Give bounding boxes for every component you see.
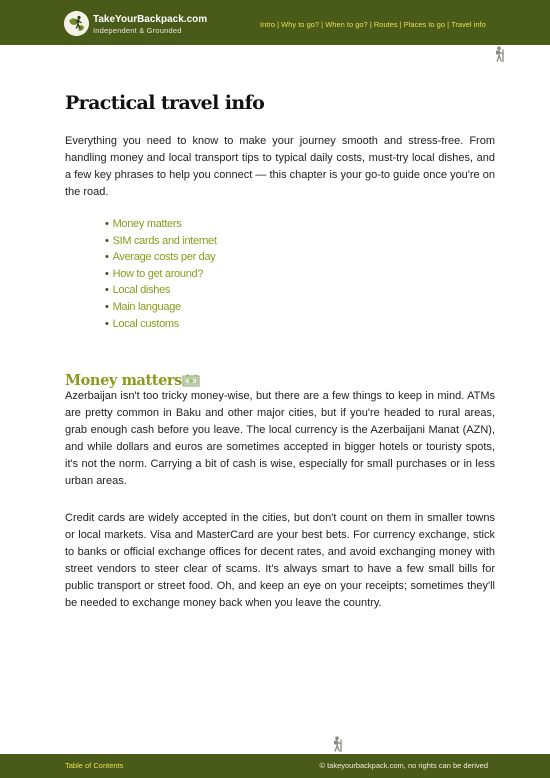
brand-name[interactable]: TakeYourBackpack.com: [93, 14, 208, 25]
copyright-notice: © takeyourbackpack.com, no rights can be derived: [319, 761, 488, 770]
nav-separator: |: [445, 20, 452, 29]
toc-link-sim-cards[interactable]: SIM cards and internet: [112, 234, 217, 247]
top-navigation: [260, 20, 486, 29]
page-title: Practical travel info: [65, 92, 265, 114]
toc-link-local-dishes[interactable]: Local dishes: [112, 284, 171, 297]
body-paragraph: Credit cards are widely accepted in the cities, but don't count on them in smaller towns or local markets. Visa and MasterCard are your best bets. For currency exchange, stick to banks or official exchange offices for decent rates, and avoid exchanging money with street vendors to steer clear of scams. It's always smart to have a few small bills for public transport or street food. Oh, and keep an eye on your receipts; sometimes they'll be needed to exchange money back when you leave the country.: [65, 512, 495, 609]
toc-link-average-costs[interactable]: Average costs per day: [112, 251, 216, 264]
intro-paragraph: Everything you need to know to make your journey smooth and stress-free. From handling money and local transport tips to typical daily costs, must-try local dishes, and a few key phrases to help you connect — this chapter is your go-to guide once you're on the road.: [65, 135, 495, 198]
list-item: [105, 299, 217, 316]
toc-link-local-customs[interactable]: Local customs: [112, 317, 179, 330]
list-item: [105, 249, 217, 266]
page-header: [0, 0, 550, 45]
nav-separator: |: [367, 20, 374, 29]
globe-hiker-logo-icon: [64, 11, 89, 36]
money-icon: [182, 374, 200, 388]
list-item: [105, 216, 217, 233]
section-heading-money-matters: Money matters: [65, 372, 182, 389]
nav-link-travel-info[interactable]: Travel info: [451, 20, 486, 29]
nav-separator: |: [319, 20, 326, 29]
hiker-icon: [492, 46, 506, 62]
page-footer: [0, 754, 550, 778]
nav-link-routes[interactable]: Routes: [373, 20, 398, 29]
toc-link-get-around[interactable]: How to get around?: [112, 267, 204, 280]
nav-link-when-to-go[interactable]: When to go?: [325, 20, 368, 29]
nav-separator: |: [397, 20, 404, 29]
chapter-contents-list: [105, 216, 217, 332]
body-paragraph: Azerbaijan isn't too tricky money-wise, but there are a few things to keep in mind. ATMs are pretty common in Baku and other major cities, but if you're headed to rural areas, grab enough cash before you leave. The local currency is the Azerbaijani Manat (AZN), and while dollars and euros are sometimes accepted in bigger hotels or touristy spots, it's not the norm. Carrying a bit of cash is wise, especially for small purchases or in less urban areas.: [65, 390, 495, 487]
nav-link-why-to-go[interactable]: Why to go?: [281, 20, 320, 29]
brand-tagline: Independent & Grounded: [93, 26, 182, 35]
list-item: [105, 316, 217, 333]
list-item: [105, 233, 217, 250]
nav-separator: |: [275, 20, 282, 29]
hiker-icon: [330, 736, 344, 752]
nav-link-intro[interactable]: Intro: [260, 20, 276, 29]
list-item: [105, 266, 217, 283]
list-item: [105, 282, 217, 299]
table-of-contents-link[interactable]: Table of Contents: [65, 761, 124, 770]
toc-link-main-language[interactable]: Main language: [112, 300, 181, 313]
nav-link-places-to-go[interactable]: Places to go: [403, 20, 446, 29]
toc-link-money-matters[interactable]: Money matters: [112, 218, 182, 230]
